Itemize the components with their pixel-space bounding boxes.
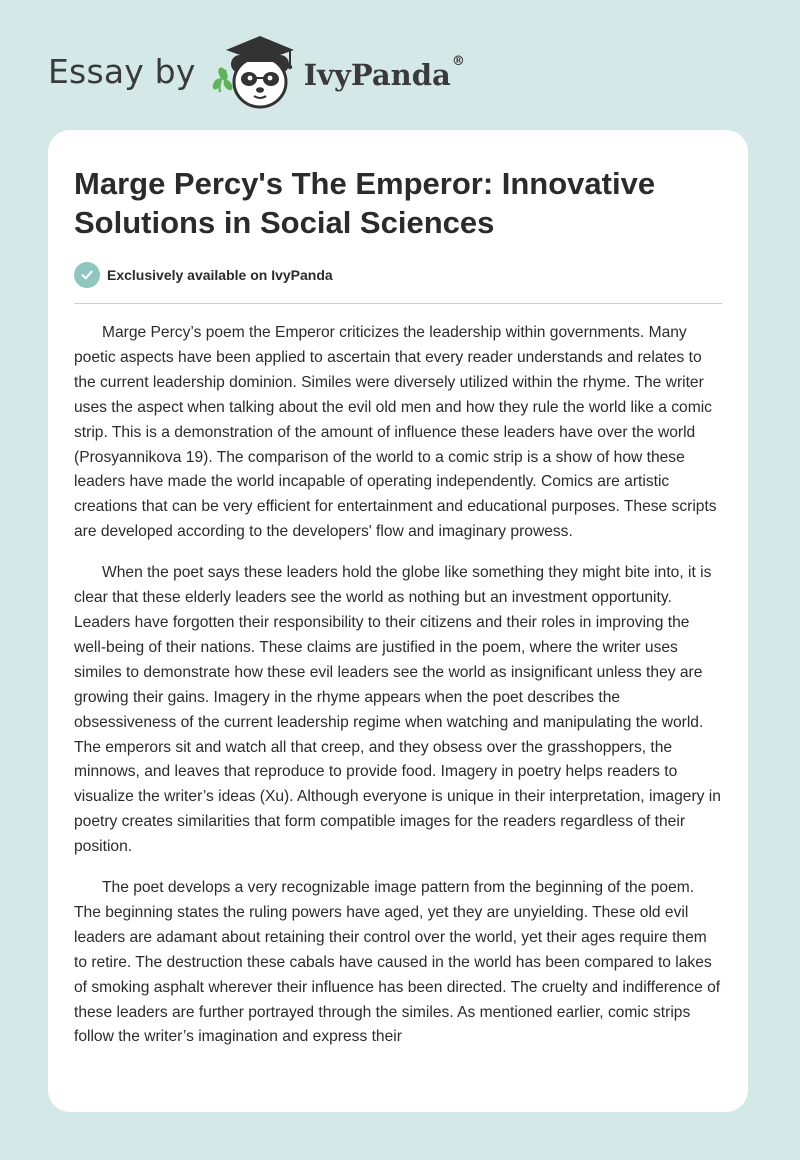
- essay-card: [48, 130, 748, 1112]
- check-icon: [74, 262, 100, 288]
- essay-by-label: Essay by: [48, 51, 196, 91]
- registered-mark: ®: [451, 54, 465, 69]
- page-title: Marge Percy's The Emperor: Innovative Solutions in Social Sciences: [74, 166, 656, 240]
- brand-name[interactable]: IvyPanda®: [303, 54, 465, 92]
- paragraph: The poet develops a very recognizable image pattern from the beginning of the poem. The beginning states the ruling powers have aged, yet they are unyielding. These old evil leaders are adamant about retaining their control over the world, yet their ages require them to retire. The destruction these cabals have caused in the world has been compared to lakes of smoking asphalt wherever their influence has been directed. The cruelty and indifference of these leaders are further portrayed through the similes. As mentioned earlier, comic strips follow the writer’s imagination and express their: [74, 879, 721, 1046]
- exclusive-notice: [74, 262, 333, 288]
- divider: [74, 303, 722, 304]
- exclusive-label: Exclusively available on IvyPanda: [107, 267, 333, 283]
- panda-graduate-icon[interactable]: [210, 30, 302, 114]
- essay-body: [74, 321, 724, 1066]
- paragraph: Marge Percy’s poem the Emperor criticizes the leadership within governments. Many poetic aspects have been applied to ascertain that every reader understands and relates to the current leadership dominion. Similes were diversely utilized within the rhyme. The writer uses the aspect when talking about the evil old men and how they rule the world like a comic strip. This is a demonstration of the amount of influence these leaders have over the world (Prosyannikova 19). The comparison of the world to a comic strip is a show of how these leaders have made the world incapable of operating independently. Comics are artistic creations that can be very efficient for entertainment and educational purposes. These scripts are developed according to the developers' flow and imaginary prowess.: [74, 324, 717, 541]
- site-header: [48, 30, 465, 114]
- paragraph: When the poet says these leaders hold the globe like something they might bite into, it is clear that these elderly leaders see the world as nothing but an investment opportunity. Leaders have forgotten their responsibility to their citizens and their roles in improving the well-being of their nations. These claims are justified in the poem, where the writer uses similes to demonstrate how these evil leaders see the world as insignificant unless they are growing their gains. Imagery in the rhyme appears when the poet describes the obsessiveness of the current leadership regime when watching and manipulating the world. The emperors sit and watch all that creep, and they obsess over the grasshoppers, the minnows, and leaves that reproduce to provide food. Imagery in poetry helps readers to visualize the writer’s ideas (Xu). Although everyone is unique in their interpretation, imagery in poetry creates similarities that form compatible images for the readers regardless of their position.: [74, 564, 721, 856]
